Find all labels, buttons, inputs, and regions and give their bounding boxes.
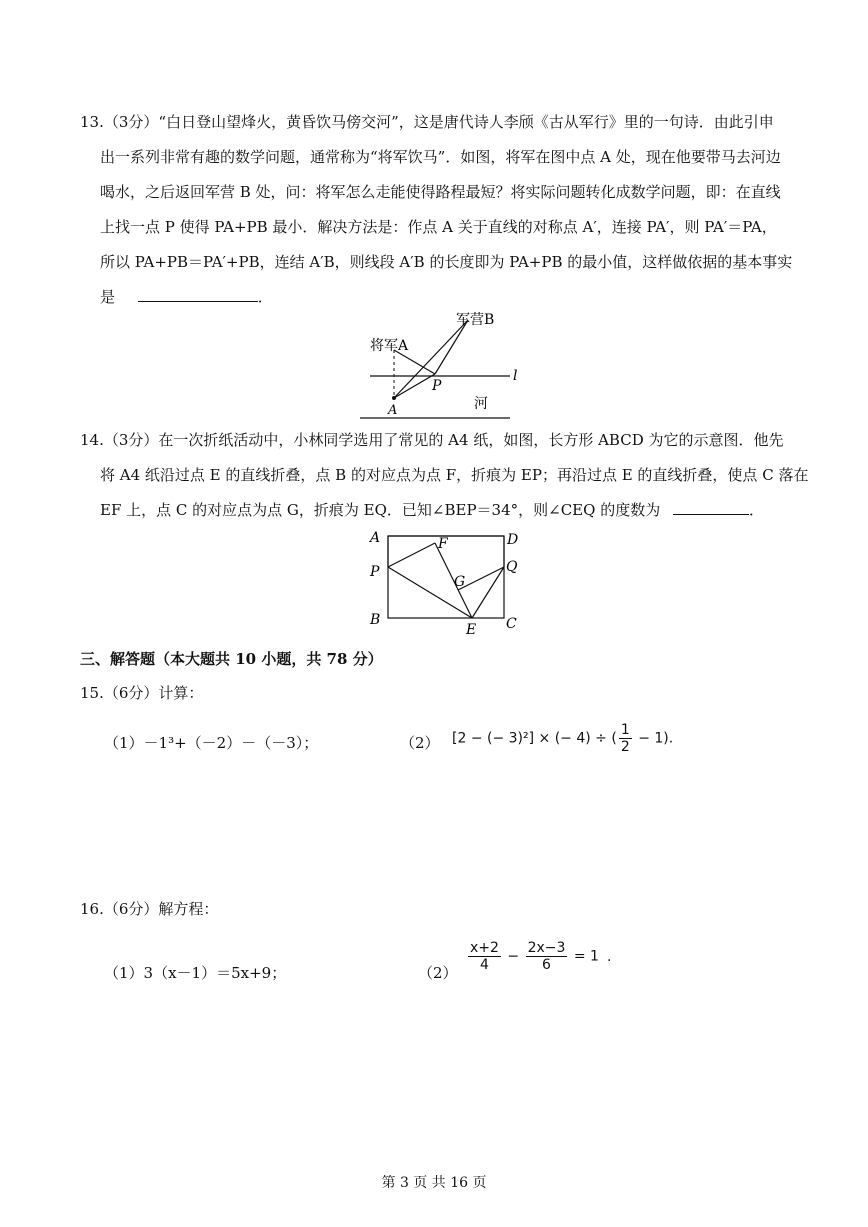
- q15-part1-label: （1）: [104, 734, 144, 752]
- q16-part1-expr: 3（x－1）＝5x+9；: [143, 964, 287, 982]
- label-a-prime: A: [388, 403, 398, 418]
- q15-part2-end: .: [668, 730, 674, 747]
- q16-part1: [104, 962, 286, 983]
- q14-line-3-text: EF 上，点 C 的对应点为点 G，折痕为 EQ．已知∠BEP＝34°，则∠CEQ 的度数为: [100, 501, 661, 519]
- label-q: Q: [506, 559, 518, 575]
- label-p: P: [370, 564, 380, 580]
- q16-part2-equation: [466, 940, 611, 973]
- label-general-a: 将军A: [370, 338, 409, 354]
- label-g: G: [454, 574, 466, 590]
- label-c: C: [506, 616, 517, 632]
- q15-part1: [104, 732, 318, 753]
- q16-part2-end: .: [606, 948, 612, 965]
- general-horse-figure: [360, 308, 530, 426]
- label-river: 河: [474, 396, 488, 412]
- label-b: B: [370, 612, 381, 628]
- q13-last-prefix: 是: [100, 288, 116, 306]
- q15-title: 15.（6分）计算：: [80, 684, 204, 702]
- q15-part2-expr-a: [2 − (− 3)²] × (− 4) ÷ (: [452, 730, 617, 747]
- label-f: F: [438, 536, 448, 552]
- q16-part1-label: （1）: [104, 964, 144, 982]
- q13-line-6: [100, 287, 273, 307]
- q15-part2-label: （2）: [400, 734, 440, 752]
- frac1-numerator: x+2: [470, 940, 499, 956]
- q13-line-1: 13.（3分）“白日登山望烽火，黄昏饮马傍交河”，这是唐代诗人李颀《古从军行》里的一句诗．由此引申: [80, 113, 774, 131]
- q15-part2-expr-b: − 1): [633, 730, 669, 747]
- q14-line-3: [100, 500, 764, 520]
- q13-last-suffix: ．: [257, 288, 273, 306]
- paper-fold-figure: [362, 528, 532, 640]
- q13-line-4: 上找一点 P 使得 PA+PB 最小．解决方法是：作点 A 关于直线的对称点 A′，连接 PA′，则 PA′＝PA，: [100, 218, 777, 236]
- frac-denominator: 2: [620, 739, 630, 755]
- q14-line-1: 14.（3分）在一次折纸活动中，小林同学选用了常见的 A4 纸，如图，长方形 ABCD 为它的示意图．他先: [80, 431, 784, 449]
- answer-blank-q14[interactable]: [673, 500, 749, 515]
- frac2-denominator: 6: [542, 957, 551, 973]
- section-heading: 三、解答题（本大题共 10 小题，共 78 分）: [80, 650, 383, 668]
- equals-one: = 1: [573, 948, 599, 965]
- label-camp-b: 军营B: [456, 312, 495, 328]
- q16-title: 16.（6分）解方程：: [80, 900, 219, 918]
- q15-part1-expr: －1³+（－2）－（－3）；: [143, 734, 319, 752]
- q16-part2-label: （2）: [418, 964, 458, 982]
- page-footer: 第 3 页 共 16 页: [381, 1175, 487, 1191]
- fraction-2x-minus-3-over-6: [526, 940, 568, 973]
- fraction-x-plus-2-over-4: [468, 940, 501, 973]
- q15-part2-expr: [452, 722, 673, 755]
- frac2-numerator: 2x−3: [527, 940, 566, 956]
- label-e: E: [466, 622, 477, 638]
- frac-numerator: 1: [620, 722, 630, 738]
- label-a: A: [370, 530, 381, 546]
- minus-sign: −: [507, 948, 520, 965]
- frac1-denominator: 4: [480, 957, 489, 973]
- q14-line-2: 将 A4 纸沿过点 E 的直线折叠，点 B 的对应点为点 F，折痕为 EP；再沿过点 E 的直线折叠，使点 C 落在: [100, 466, 809, 484]
- q13-line-3: 喝水，之后返回军营 B 处，问：将军怎么走能使得路程最短？将实际问题转化成数学问题，即：在直线: [100, 183, 781, 201]
- label-p: P: [432, 378, 442, 394]
- answer-blank-q13[interactable]: [138, 287, 258, 302]
- q14-line-3-suffix: ．: [748, 501, 764, 519]
- fraction-one-half: [619, 722, 632, 755]
- q13-line-2: 出一系列非常有趣的数学问题，通常称为“将军饮马”．如图，将军在图中点 A 处，现在他要带马去河边: [100, 148, 781, 166]
- label-line-l: l: [513, 368, 518, 384]
- label-d: D: [507, 532, 519, 548]
- q13-line-5: 所以 PA+PB＝PA′+PB，连结 A′B，则线段 A′B 的长度即为 PA+PB 的最小值，这样做依据的基本事实: [100, 253, 793, 271]
